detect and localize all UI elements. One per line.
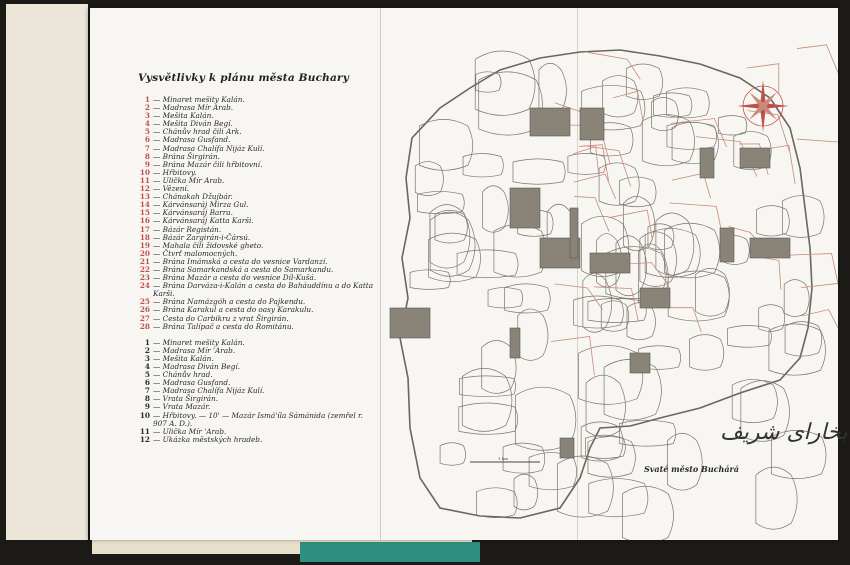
street-block [666, 88, 709, 118]
legend-number: 1 [144, 337, 150, 347]
wall-line [613, 91, 643, 121]
legend-text: — Madrasa Gusfand. [153, 135, 231, 145]
street-block [410, 270, 450, 290]
street-block [627, 303, 656, 340]
street-block [718, 116, 746, 135]
wall-line [573, 147, 598, 174]
street-block [435, 210, 467, 243]
underlying-cover-green [300, 542, 480, 562]
street-block [430, 212, 475, 276]
legend-number: 24 [139, 281, 150, 291]
legend-text: — Bázár Registán. [153, 224, 222, 234]
legend-number: 3 [144, 353, 150, 363]
legend-number: 8 [144, 394, 150, 404]
legend-number: 4 [144, 119, 150, 129]
legend-number: 16 [139, 216, 150, 226]
street-block [626, 64, 662, 100]
legend-number: 2 [144, 103, 150, 113]
street-block [415, 162, 443, 196]
street-block [756, 467, 797, 529]
street-block [488, 288, 523, 308]
legend-number: 19 [139, 240, 150, 250]
wall-line [670, 203, 724, 241]
legend-text: — Brána Imámská a cesta do vesnice Vardanzí. [153, 256, 328, 266]
legend-title: Vysvětlivky k plánu města Buchary [138, 72, 350, 84]
legend-number: 8 [144, 151, 150, 161]
city-map [380, 8, 838, 540]
city-label: Svaté město Buchárá [644, 464, 739, 474]
legend-text: — Brána Samarkandská a cesta do Samarkandu. [153, 264, 334, 274]
street-block [759, 305, 785, 332]
street-block [475, 51, 535, 115]
legend-text: — Brána Širgirán. [153, 151, 220, 161]
wall-line [594, 287, 638, 321]
street-block [476, 488, 517, 518]
legend-number: 28 [139, 321, 150, 331]
legend-number: 7 [144, 386, 150, 396]
legend-text: — Madrasa Diván Begí. [153, 362, 241, 371]
street-block [623, 486, 674, 540]
legend-number: 27 [139, 313, 150, 323]
street-block [463, 153, 503, 176]
legend-list-illustrations [138, 339, 378, 444]
legend-text: — Ulička Mír 'Arab. [153, 426, 227, 436]
street-block [418, 191, 465, 213]
legend-number: 18 [139, 232, 150, 242]
legend-item [138, 282, 378, 298]
legend-text: — Hřbitovy. — 10' — Mazár Ismá'íla Sámánida (zemřel r. 907 A. D.). [153, 410, 364, 428]
legend-number: 17 [139, 224, 150, 234]
street-block [457, 250, 518, 278]
legend-text: — Madrasa Gusfand. [153, 378, 231, 388]
legend-number: 5 [144, 370, 150, 380]
legend-text: — Kárvánsaráj Mirza Gul. [153, 200, 249, 210]
street-block [732, 379, 777, 422]
wall-line [753, 256, 781, 290]
street-block [557, 456, 613, 517]
legend-number: 21 [139, 256, 150, 266]
legend-number: 9 [144, 159, 150, 169]
legend-number: 12 [139, 434, 150, 444]
street-block [568, 154, 606, 175]
legend-number: 25 [139, 297, 150, 307]
street-block [589, 479, 648, 517]
legend-text: — Mešita Kalán. [153, 353, 214, 363]
legend-text: — Hřbitovy. [153, 167, 197, 177]
legend-text: — Kárvánsaráj Katta Karši. [153, 216, 254, 226]
legend-number: 12 [139, 184, 150, 194]
street-block [728, 325, 772, 347]
legend-text: — Minaret mešity Kalán. [153, 95, 245, 104]
legend-number: 4 [144, 362, 150, 371]
legend-text: — Mahala čili židovské gheto. [153, 240, 264, 250]
underlying-page-left [6, 4, 88, 540]
scale-label: 1 km [498, 456, 509, 461]
legend-text: — Ulička Mír Arab. [153, 175, 225, 185]
legend-number: 10 [139, 167, 150, 177]
legend-text: — Madrasa Mír 'Arab. [153, 345, 236, 355]
legend-number: 22 [139, 264, 150, 274]
wall-line [584, 146, 631, 187]
street-block [696, 268, 730, 316]
legend-text: — Brána Darváza-i-Kalán a cesta do Baháuddínu a do Katta Karši. [153, 281, 374, 299]
wall-line [609, 210, 652, 239]
legend-text: — Brána Talípač a cesta do Romitánu. [153, 321, 294, 331]
street-block [588, 437, 635, 478]
legend-number: 3 [144, 111, 150, 121]
legend-text: — Mešita Kalán. [153, 111, 214, 121]
street-block [420, 119, 473, 170]
legend-text: — Cesta do Carbikru z vrat Širgirán. [153, 313, 289, 323]
legend-text: — Ukázka městských hradeb. [153, 434, 263, 444]
wall-line [574, 196, 609, 231]
legend-text: — Vrata Širgirán. [153, 394, 219, 404]
legend-number: 2 [144, 345, 150, 355]
street-block [462, 368, 512, 431]
legend-text: — Chánakah Džujbár. [153, 192, 233, 202]
legend-item [138, 436, 378, 444]
legend-text: — Čtvrť malomocných. [153, 248, 238, 258]
street-block [514, 474, 538, 510]
street-block [518, 309, 548, 360]
street-block [690, 335, 724, 371]
legend-text: — Bázár Zargirán-i-Čársú. [153, 232, 251, 242]
street-block [785, 322, 822, 357]
wall-line [797, 45, 838, 85]
legend-number: 5 [144, 127, 150, 137]
wall-line [554, 284, 602, 310]
legend-text: — Chánův hrad čili Ark. [153, 127, 242, 137]
legend-text: — Madrasa Mír Arab. [153, 103, 234, 113]
legend-number: 6 [144, 378, 150, 388]
legend-number: 13 [139, 192, 150, 202]
legend-number: 15 [139, 208, 150, 218]
legend-list-main [138, 96, 378, 331]
legend-number: 11 [139, 175, 150, 185]
legend-text: — Chánův hrad. [153, 370, 213, 380]
legend-number: 11 [139, 426, 150, 436]
legend-number: 7 [144, 143, 150, 153]
legend-text: — Madrasa Chalífa Nijáz Kulí. [153, 143, 265, 153]
street-block [769, 324, 826, 375]
legend-text: — Brána Mazár čili hřbitovní. [153, 159, 263, 169]
legend-text: — Madrasa Chalífa Nijáz Kulí. [153, 386, 265, 396]
street-block [513, 159, 565, 184]
street-block [656, 213, 694, 275]
legend-text: — Kárvánsaráj Barra. [153, 208, 233, 218]
wall-line [574, 174, 616, 199]
legend-item [138, 412, 378, 428]
wall-line [551, 336, 594, 375]
street-block [784, 280, 809, 317]
legend-text: — Brána Mazár a cesta do vesnice Díl-Kušá. [153, 273, 317, 283]
legend-text: — Brána Karakul a cesta do oasy Karakulu. [153, 305, 314, 315]
legend-text: — Minaret mešity Kalán. [153, 337, 245, 347]
wall-line [585, 52, 640, 80]
legend-number: 10 [139, 410, 150, 420]
legend-number: 9 [144, 402, 150, 412]
legend-number: 23 [139, 273, 150, 283]
street-block [756, 206, 789, 236]
street-block [668, 433, 703, 490]
map-legend [138, 72, 378, 444]
street-block [440, 443, 465, 465]
street-block [652, 97, 679, 130]
legend-number: 20 [139, 248, 150, 258]
legend-text: — Brána Namázgóh a cesta do Pajkendu. [153, 297, 306, 307]
legend-text: — Vrata Mazár. [153, 402, 211, 412]
legend-text: — Vězení. [153, 184, 190, 194]
wall-line [797, 139, 838, 163]
legend-item [138, 323, 378, 331]
legend-number: 1 [144, 95, 150, 104]
arabic-city-title: بخارای شریف [720, 420, 848, 445]
wall-line [670, 308, 702, 332]
legend-number: 26 [139, 305, 150, 315]
legend-number: 6 [144, 135, 150, 145]
legend-text: — Mešita Diván Begí. [153, 119, 233, 129]
street-block [483, 186, 509, 233]
legend-number: 14 [139, 200, 150, 210]
